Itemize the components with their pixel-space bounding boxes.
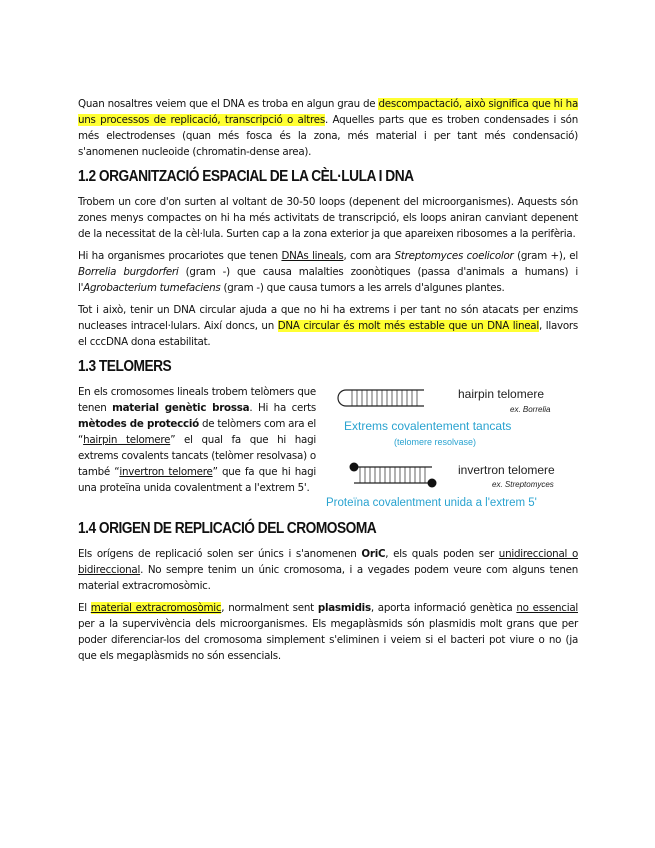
highlight: material extracromosòmic [90,602,222,614]
paragraph-loops: Trobem un core d'on surten al voltant de 30-50 loops (depenent del microorganismes). Aquests són zones menys compactes on hi ha més activitats de transcripció, els loops aniran canviant depenent de la necessitat de la cèl·lula. Surten cap a la zona exterior ja que apareixen ribosomes a la perifèria. [78,196,578,240]
hairpin-example: ex. Borrelia [510,405,551,414]
document-page [78,96,578,670]
highlight: descompactació, això significa que hi ha uns processos de replicació, transcripció o altres [78,98,579,126]
telomeres-text [78,384,316,502]
paragraph-oric: Els orígens de replicació solen ser únics i s'anomenen OriC, els quals poden ser unidireccional o bidireccional. No sempre tenim un únic cromosoma, i a vegades podem veure com alguns tenen material extracromosòmic. [78,548,579,592]
caption-protein-bound: Proteïna covalentment unida a l'extrem 5' [326,497,537,509]
invertron-example: ex. Streptomyces [492,480,554,489]
paragraph-circular-dna: Tot i això, tenir un DNA circular ajuda a que no hi ha extrems i per tant no són atacats per enzims nucleases intracel·lulars. Així doncs, un DNA circular és molt més estable que un DNA lineal, llavors el cccDNA dona estabilitat. [78,304,578,348]
section-heading-1-2: 1.2 ORGANITZACIÓ ESPACIAL DE LA CÈL·LULA I DNA [78,168,414,185]
intro-paragraph: Quan nosaltres veiem que el DNA es troba en algun grau de descompactació, això significa que hi ha uns processos de replicació, transcripció o altres. Aquelles parts que es troben condensades i són més electrodenses (quan més fosca és la zona, més material i per tant més condensació) s'anomenen nucleoide (chromatin-dense area). [78,98,579,158]
invertron-telomere-figure [350,463,437,488]
section-heading-1-3: 1.3 TELOMERS [78,358,172,375]
caption-resolvase: (telomere resolvase) [394,437,477,447]
caption-closed-ends: Extrems covalentement tancats [344,419,512,433]
hairpin-telomere-figure [338,390,424,406]
highlight: DNA circular és molt més estable que un DNA lineal [277,320,539,332]
section-heading-1-4: 1.4 ORIGEN DE REPLICACIÓ DEL CROMOSOMA [78,520,377,537]
telomeres-block [78,384,578,514]
telomere-diagram [324,384,584,514]
invertron-label: invertron telomere [458,463,555,477]
paragraph-telomeres: En els cromosomes lineals trobem telòmers que tenen material genètic brossa. Hi ha certs mètodes de protecció de telòmers com ara el “hairpin telomere” el qual fa que hi hagi extrems covalents tancats (telòmer resolvasa) o també “invertron telomere” que fa que hi hagi una proteïna unida covalentment a l'extrem 5'. [78,386,316,494]
hairpin-label: hairpin telomere [458,387,545,401]
paragraph-plasmids: El material extracromosòmic, normalment sent plasmidis, aporta informació genètica no essencial per a la supervivència dels microorganismes. Els megaplàsmids són plasmidis molt grans que per poder diferenciar-los del cromosoma simplement s'eliminen i veiem si el bacteri pot viure o no (ja que els megaplàsmids no són essencials. [78,602,578,662]
paragraph-linear-dna: Hi ha organismes procariotes que tenen DNAs lineals, com ara Streptomyces coelicolor (gram +), el Borrelia burgdorferi (gram -) que causa malalties zoonòtiques (passa d'animals a humans) i l'Agrobacterium tumefaciens (gram -) que causa tumors a les arrels d'algunes plantes. [78,250,578,294]
